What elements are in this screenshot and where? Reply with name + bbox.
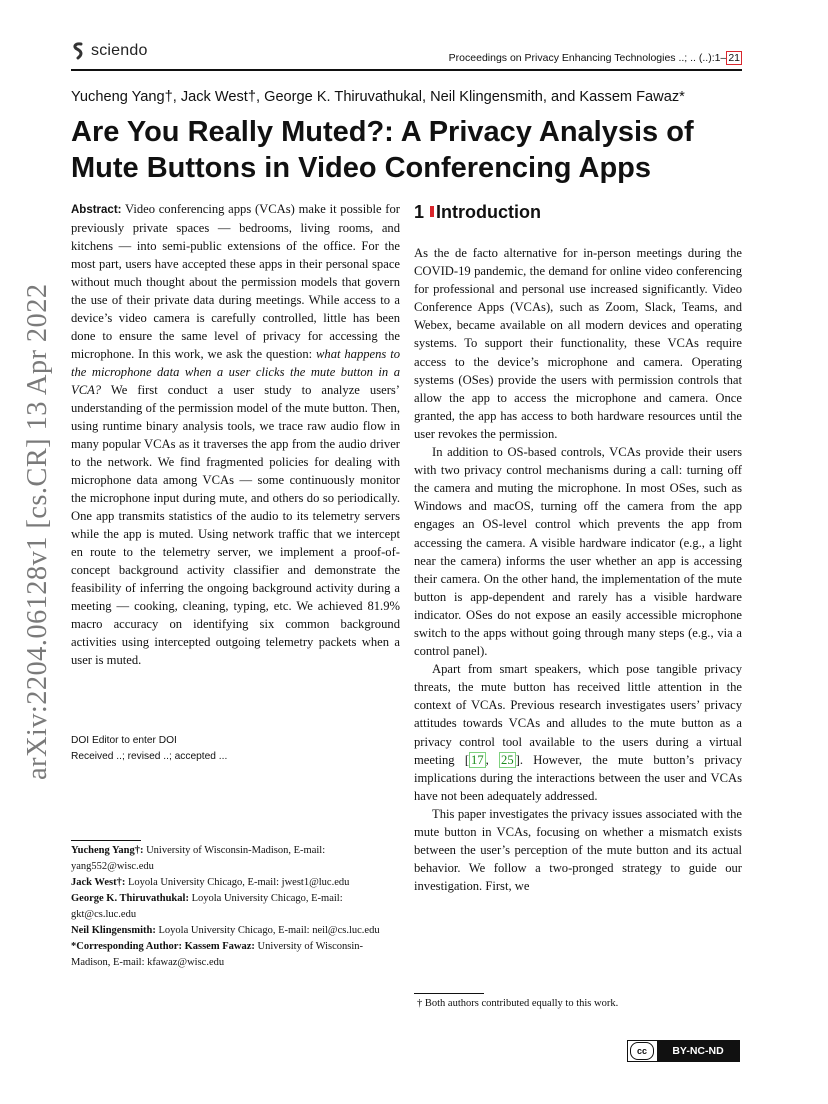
pages-link[interactable]: 21 (728, 52, 740, 64)
abstract-text-1: Video conferencing apps (VCAs) make it possible for previously private spaces — bedrooms, living rooms, and kitchens — into semi-public extensions of the office. For the most part, users have accepted these apps in their personal space without much thought about the permission models that govern the use of their private data during meetings. While access to a device’s video camera is carefully controlled, little has been done to ensure the same level of privacy for accessing the microphone. In this work, we ask the question: (71, 202, 400, 361)
footnote-rule (71, 840, 141, 841)
author-list: Yucheng Yang†, Jack West†, George K. Thiruvathukal, Neil Klingensmith, and Kassem Fawaz* (71, 89, 685, 105)
header-rule (71, 69, 742, 71)
doi-block (71, 733, 227, 765)
section-heading (414, 202, 541, 223)
footnote-author: Neil Klingensmith: Loyola University Chicago, E-mail: neil@cs.luc.edu (71, 925, 380, 936)
abstract-label: Abstract: (71, 204, 122, 216)
footnote-author: George K. Thiruvathukal: Loyola University Chicago, E-mail: gkt@cs.luc.edu (71, 893, 343, 920)
paper-title (71, 114, 761, 186)
citation-link[interactable]: 25 (501, 752, 514, 767)
abstract-question: what happens to the microphone data when a user clicks the mute button in a VCA? (71, 347, 400, 397)
title-line-2: Mute Buttons in Video Conferencing Apps (71, 152, 651, 184)
paragraph: Apart from smart speakers, which pose tangible privacy threats, the mute button has received little attention in the context of VCAs. Previous research investigates users’ privacy attitudes towards VCAs and alludes to the mute button as a privacy control tool available to the users during a virtual meeting [ 17 , 25 ]. However, the mute button’s privacy implications during the interactions between the user and VCAs have not been adequately addressed. (414, 662, 742, 803)
citation-link[interactable]: 17 (471, 752, 484, 767)
received-line: Received ..; revised ..; accepted ... (71, 751, 228, 762)
footnote-rule-right (414, 993, 484, 994)
abstract-text-2: We first conduct a user study to analyze users’ understanding of the permission model of the mute button. Then, using runtime binary analysis tools, we trace raw audio flow in many popular VCAs as it traverses the app from the audio driver to the network. We find fragmented policies for dealing with microphone data among VCAs — some continuously monitor the microphone input during mute, and others do so periodically. One app transmits statistics of the audio to its telemetry servers while the app is muted. Using network traffic that we intercept en route to the telemetry server, we implement a proof-of-concept background activity classifier and demonstrate the feasibility of inferring the ongoing background activity during a meeting — cooking, cleaning, typing, etc. We achieved 81.9% macro accuracy on identifying six common background activities using intercepted outgoing telemetry packets when a user is muted. (71, 383, 400, 667)
paragraph: This paper investigates the privacy issues associated with the mute button in VCAs, focusing on whether a mismatch exists between the user’s perception of the mute button and its actual behavior. We follow a two-pronged strategy to guide our investigation. First, we (414, 806, 742, 894)
title-line-1: Are You Really Muted?: A Privacy Analysis of (71, 116, 694, 148)
publisher-logo (71, 42, 148, 60)
journal-title: Proceedings on Privacy Enhancing Technologies ..; .. (..):1– (448, 52, 727, 64)
section-title: Introduction (436, 202, 541, 222)
license-badge[interactable] (627, 1040, 740, 1062)
journal-header (449, 51, 742, 65)
paragraph: In addition to OS-based controls, VCAs provide their users with two privacy control mechanisms during a call: turning off the camera and muting the microphone. In most OSes, such as Windows and macOS, turning off the camera from the app engages an OS-level control which prevents the app from accessing the camera. A visible hardware indicator (e.g., a light near the camera) informs the user whether an app is accessing their camera. On the other hand, the implementation of the mute button is app-dependent and rarely has a visible hardware indicator. OSes do not expose an easily accessible microphone switch to the apps without going through many steps (e.g., via a control panel). (414, 445, 742, 659)
creative-commons-icon: cc (630, 1042, 654, 1060)
paragraph: As the de facto alternative for in-person meetings during the COVID-19 pandemic, the demand for online video conferencing for professional and personal use increased significantly. Video Conference Apps (VCAs), such as Zoom, Slack, Teams, and Webex, became available on all modern devices and operating systems. To support their functionality, these VCAs require access to the device’s microphone and camera. Operating systems (OSes) provide the users with permission controls that allow the app to access the microphone and camera. Once granted, the app has access to both hardware resources until the user revokes the permission. (414, 246, 742, 441)
introduction-body (414, 244, 742, 895)
section-anchor-icon (430, 206, 434, 217)
footnote-author: Jack West†: Loyola University Chicago, E-mail: jwest1@luc.edu (71, 877, 350, 888)
footnote-author: *Corresponding Author: Kassem Fawaz: University of Wisconsin-Madison, E-mail: kfawaz@wisc.edu (71, 941, 364, 968)
sciendo-logo-icon (71, 42, 85, 60)
equal-contribution-footnote: † Both authors contributed equally to this work. (417, 998, 619, 1009)
author-footnotes (71, 843, 400, 971)
arxiv-stamp: arXiv:2204.06128v1 [cs.CR] 13 Apr 2022 (22, 283, 53, 780)
doi-line: DOI Editor to enter DOI (71, 735, 177, 746)
license-text: BY-NC-ND (657, 1041, 739, 1061)
section-number: 1 (414, 202, 425, 222)
abstract (71, 200, 400, 669)
logo-text: sciendo (91, 42, 148, 59)
footnote-author: Yucheng Yang†: University of Wisconsin-Madison, E-mail: yang552@wisc.edu (71, 845, 326, 872)
